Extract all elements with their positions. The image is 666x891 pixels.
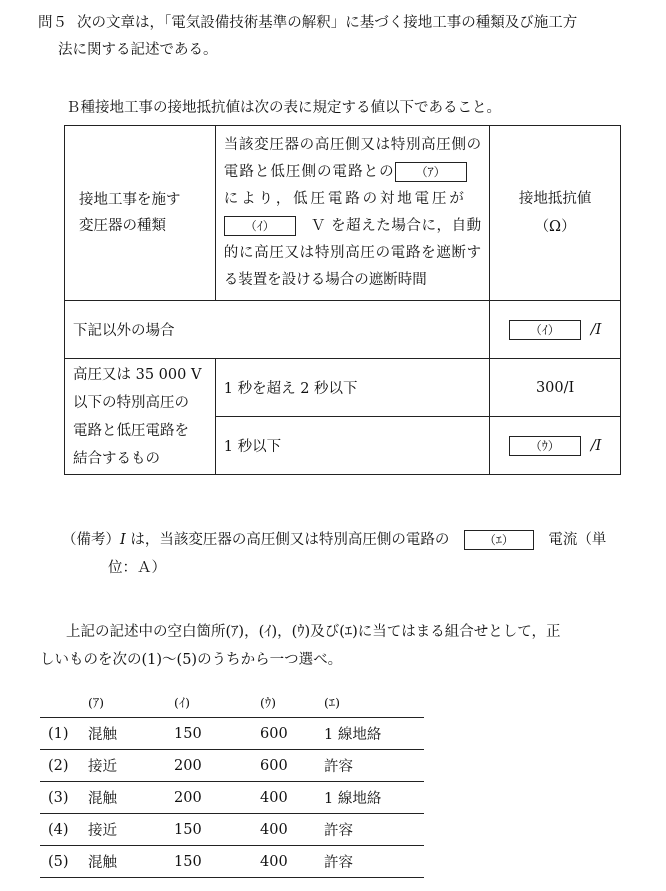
option-5-a: 混触 bbox=[88, 846, 174, 878]
intro-text: Ｂ種接地工事の接地抵抗値は次の表に規定する値以下であること。 bbox=[66, 100, 501, 116]
options-header-u: (ｳ) bbox=[260, 686, 324, 718]
header-transformer-type bbox=[65, 126, 216, 301]
row-1s-time: 1 秒以下 bbox=[215, 417, 489, 475]
option-row-4[interactable] bbox=[40, 814, 424, 846]
option-row-1[interactable] bbox=[40, 718, 424, 750]
row-other-suffix: /I bbox=[590, 321, 602, 338]
row2-label-line2: 以下の特別高圧の bbox=[73, 394, 189, 411]
row-2s-value: 300/I bbox=[490, 359, 621, 417]
blank-e: （ｴ） bbox=[464, 530, 534, 550]
option-3-a: 混触 bbox=[88, 782, 174, 814]
option-4-e: 許容 bbox=[324, 814, 424, 846]
row-1s-value bbox=[490, 417, 621, 475]
closing-line-2: しいものを次の(1)～(5)のうちから一つ選べ。 bbox=[40, 652, 343, 668]
question-text-1: 次の文章は，「電気設備技術基準の解釈」に基づく接地工事の種類及び施工方 bbox=[77, 15, 578, 31]
row2-label-line3: 電路と低圧電路を bbox=[73, 422, 189, 439]
header-col2-text1: 当該変圧器の高圧側又は特別高圧側の電路と低圧側の電路との bbox=[223, 137, 482, 180]
row-1s-suffix: /I bbox=[590, 437, 602, 454]
header-col1-line2: 変圧器の種類 bbox=[79, 218, 166, 234]
ground-resistance-table bbox=[64, 125, 621, 475]
row2-label-line4: 結合するもの bbox=[73, 450, 160, 467]
options-header-a: (ｱ) bbox=[88, 686, 174, 718]
remark-i-symbol: I bbox=[120, 532, 126, 548]
header-col1-line1: 接地工事を施す bbox=[79, 192, 181, 208]
option-5-num[interactable]: (5) bbox=[40, 846, 88, 878]
option-2-u: 600 bbox=[260, 750, 324, 782]
option-2-i: 200 bbox=[174, 750, 260, 782]
question-number: 問５ bbox=[38, 15, 67, 31]
table-header-row bbox=[65, 126, 621, 301]
question-header bbox=[38, 10, 638, 64]
remark-text2: 電流（単 bbox=[548, 532, 607, 548]
question-line-1 bbox=[38, 10, 638, 37]
header-resistance bbox=[490, 126, 621, 301]
header-cutoff-time bbox=[215, 126, 489, 301]
option-5-e: 許容 bbox=[324, 846, 424, 878]
option-1-u: 600 bbox=[260, 718, 324, 750]
remark bbox=[62, 526, 642, 582]
row-other-label: 下記以外の場合 bbox=[65, 301, 490, 359]
header-col3-line2: （Ω） bbox=[534, 219, 576, 235]
option-4-a: 接近 bbox=[88, 814, 174, 846]
row2-label-line1: 高圧又は 35 000 V bbox=[73, 366, 202, 383]
option-5-u: 400 bbox=[260, 846, 324, 878]
blank-a: （ｱ） bbox=[395, 162, 467, 182]
table-row-2s bbox=[65, 359, 621, 417]
options-table bbox=[40, 686, 424, 878]
header-col3-line1: 接地抵抗値 bbox=[518, 191, 592, 207]
options-header-i: (ｲ) bbox=[174, 686, 260, 718]
option-2-a: 接近 bbox=[88, 750, 174, 782]
option-2-e: 許容 bbox=[324, 750, 424, 782]
blank-i: （ｲ） bbox=[224, 216, 296, 236]
remark-prefix: （備考） bbox=[62, 532, 120, 548]
option-row-5[interactable] bbox=[40, 846, 424, 878]
closing-line-1: 上記の記述中の空白箇所(ｱ)，(ｲ)，(ｳ)及び(ｴ)に当てはまる組合せとして，正 bbox=[66, 624, 561, 640]
option-row-3[interactable] bbox=[40, 782, 424, 814]
option-2-num[interactable]: (2) bbox=[40, 750, 88, 782]
row-other-value bbox=[490, 301, 621, 359]
option-1-e: 1 線地絡 bbox=[324, 718, 424, 750]
option-1-i: 150 bbox=[174, 718, 260, 750]
option-4-i: 150 bbox=[174, 814, 260, 846]
remark-line-2: 位：Ａ） bbox=[108, 560, 166, 576]
closing-instruction bbox=[40, 618, 640, 674]
option-3-num[interactable]: (3) bbox=[40, 782, 88, 814]
header-col2-text3: Ｖ を超えた場合に，自動的に高圧又は特別高圧の電路を遮断する装置を設ける場合の遮断時間 bbox=[223, 218, 482, 288]
options-header-num bbox=[40, 686, 88, 718]
option-4-num[interactable]: (4) bbox=[40, 814, 88, 846]
option-3-u: 400 bbox=[260, 782, 324, 814]
option-row-2[interactable] bbox=[40, 750, 424, 782]
remark-text1: は，当該変圧器の高圧側又は特別高圧側の電路の bbox=[125, 532, 450, 548]
options-header-e: (ｴ) bbox=[324, 686, 424, 718]
question-text-2: 法に関する記述である。 bbox=[58, 42, 218, 58]
option-3-e: 1 線地絡 bbox=[324, 782, 424, 814]
row-high-voltage-label bbox=[65, 359, 216, 475]
option-1-num[interactable]: (1) bbox=[40, 718, 88, 750]
table-row-other bbox=[65, 301, 621, 359]
option-3-i: 200 bbox=[174, 782, 260, 814]
row-2s-time: 1 秒を超え 2 秒以下 bbox=[215, 359, 489, 417]
blank-u: （ｳ） bbox=[509, 436, 581, 456]
remark-line-1 bbox=[62, 526, 642, 554]
header-col2-text2: により，低圧電路の対地電圧が bbox=[223, 191, 467, 207]
option-1-a: 混触 bbox=[88, 718, 174, 750]
option-4-u: 400 bbox=[260, 814, 324, 846]
blank-i-value: （ｲ） bbox=[509, 320, 581, 340]
option-5-i: 150 bbox=[174, 846, 260, 878]
options-header-row bbox=[40, 686, 424, 718]
